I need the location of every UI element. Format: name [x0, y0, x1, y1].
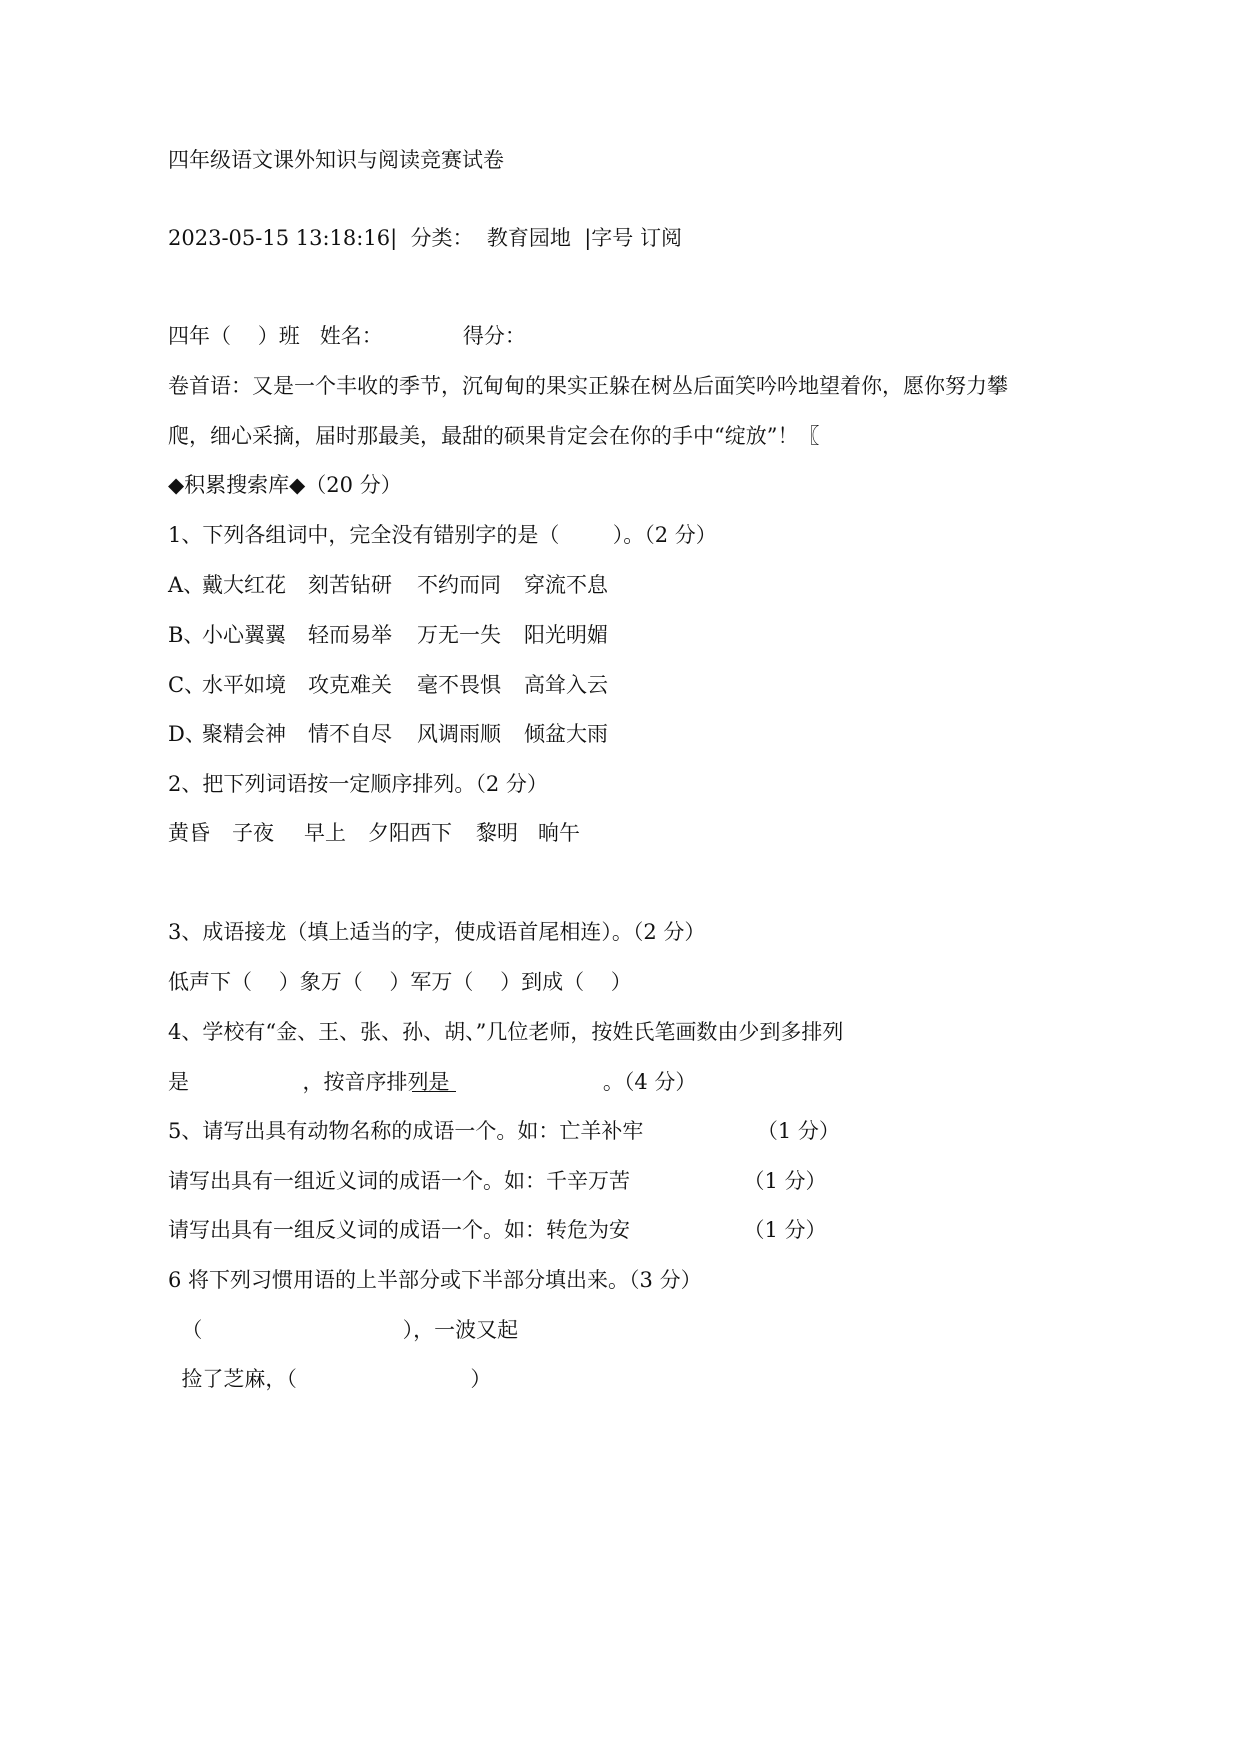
q1-stem: 1、下列各组词中，完全没有错别字的是（ ）。（2 分）: [168, 523, 717, 547]
preface-line-1: 卷首语：又是一个丰收的季节，沉甸甸的果实正躲在树丛后面笑吟吟地望着你，愿你努力攀: [168, 374, 1008, 398]
option-label: A、: [168, 573, 205, 597]
option-word: 小心翼翼: [202, 623, 286, 647]
section-heading: ◆积累搜索库◆（20 分）: [168, 473, 402, 497]
document-title: 四年级语文课外知识与阅读竞赛试卷: [168, 148, 504, 172]
q2-word: 早上: [304, 821, 346, 845]
option-label: D、: [168, 722, 206, 746]
q5-line-3: 请写出具有一组反义词的成语一个。如：转危为安 （1 分）: [168, 1218, 827, 1242]
q6-item-1: （ ），一波又起: [168, 1318, 519, 1342]
q2-word: 黄昏: [168, 821, 210, 845]
q3-stem: 3、成语接龙（填上适当的字，使成语首尾相连）。（2 分）: [168, 920, 706, 944]
option-word: 不约而同: [417, 573, 501, 597]
q3-line: 低声下（ ）象万（ ）军万（ ）到成（ ）: [168, 970, 632, 994]
q2-word: 子夜: [232, 821, 274, 845]
option-word: 穿流不息: [524, 573, 608, 597]
q6-stem: 6 将下列习惯用语的上半部分或下半部分填出来。（3 分）: [168, 1268, 702, 1292]
option-label: B、: [168, 623, 205, 647]
option-word: 倾盆大雨: [524, 722, 608, 746]
q2-word: 夕阳西下: [368, 821, 452, 845]
meta-line: 2023-05-15 13:18:16| 分类： 教育园地 |字号 订阅: [168, 226, 682, 250]
answer-blank: [412, 1071, 456, 1092]
q4-text-a: 是 ，按音序排列是: [168, 1070, 450, 1094]
q5-line-2: 请写出具有一组近义词的成语一个。如：千辛万苦 （1 分）: [168, 1169, 827, 1193]
option-word: 轻而易举: [308, 623, 392, 647]
option-word: 阳光明媚: [524, 623, 608, 647]
option-word: 刻苦钻研: [308, 573, 392, 597]
preface-line-2: 爬，细心采摘，届时那最美，最甜的硕果肯定会在你的手中“绽放”！〖: [168, 424, 820, 448]
option-label: C、: [168, 673, 206, 697]
option-word: 高耸入云: [524, 673, 608, 697]
q4-stem: 4、学校有“金、王、张、孙、胡、”几位老师，按姓氏笔画数由少到多排列: [168, 1020, 844, 1044]
option-word: 聚精会神: [202, 722, 286, 746]
option-word: 情不自尽: [308, 722, 392, 746]
option-word: 万无一失: [417, 623, 501, 647]
student-info-line: 四年（ ）班 姓名： 得分：: [168, 324, 526, 348]
option-word: 水平如境: [202, 673, 286, 697]
q2-stem: 2、把下列词语按一定顺序排列。（2 分）: [168, 772, 548, 796]
q2-word: 晌午: [538, 821, 580, 845]
option-word: 攻克难关: [308, 673, 392, 697]
q5-line-1: 5、请写出具有动物名称的成语一个。如：亡羊补牢 （1 分）: [168, 1119, 840, 1143]
option-word: 戴大红花: [202, 573, 286, 597]
q6-item-2: 捡了芝麻，（ ）: [168, 1367, 492, 1391]
q2-word: 黎明: [476, 821, 518, 845]
option-word: 风调雨顺: [417, 722, 501, 746]
q4-text-b: 。（4 分）: [456, 1070, 697, 1094]
option-word: 毫不畏惧: [417, 673, 501, 697]
